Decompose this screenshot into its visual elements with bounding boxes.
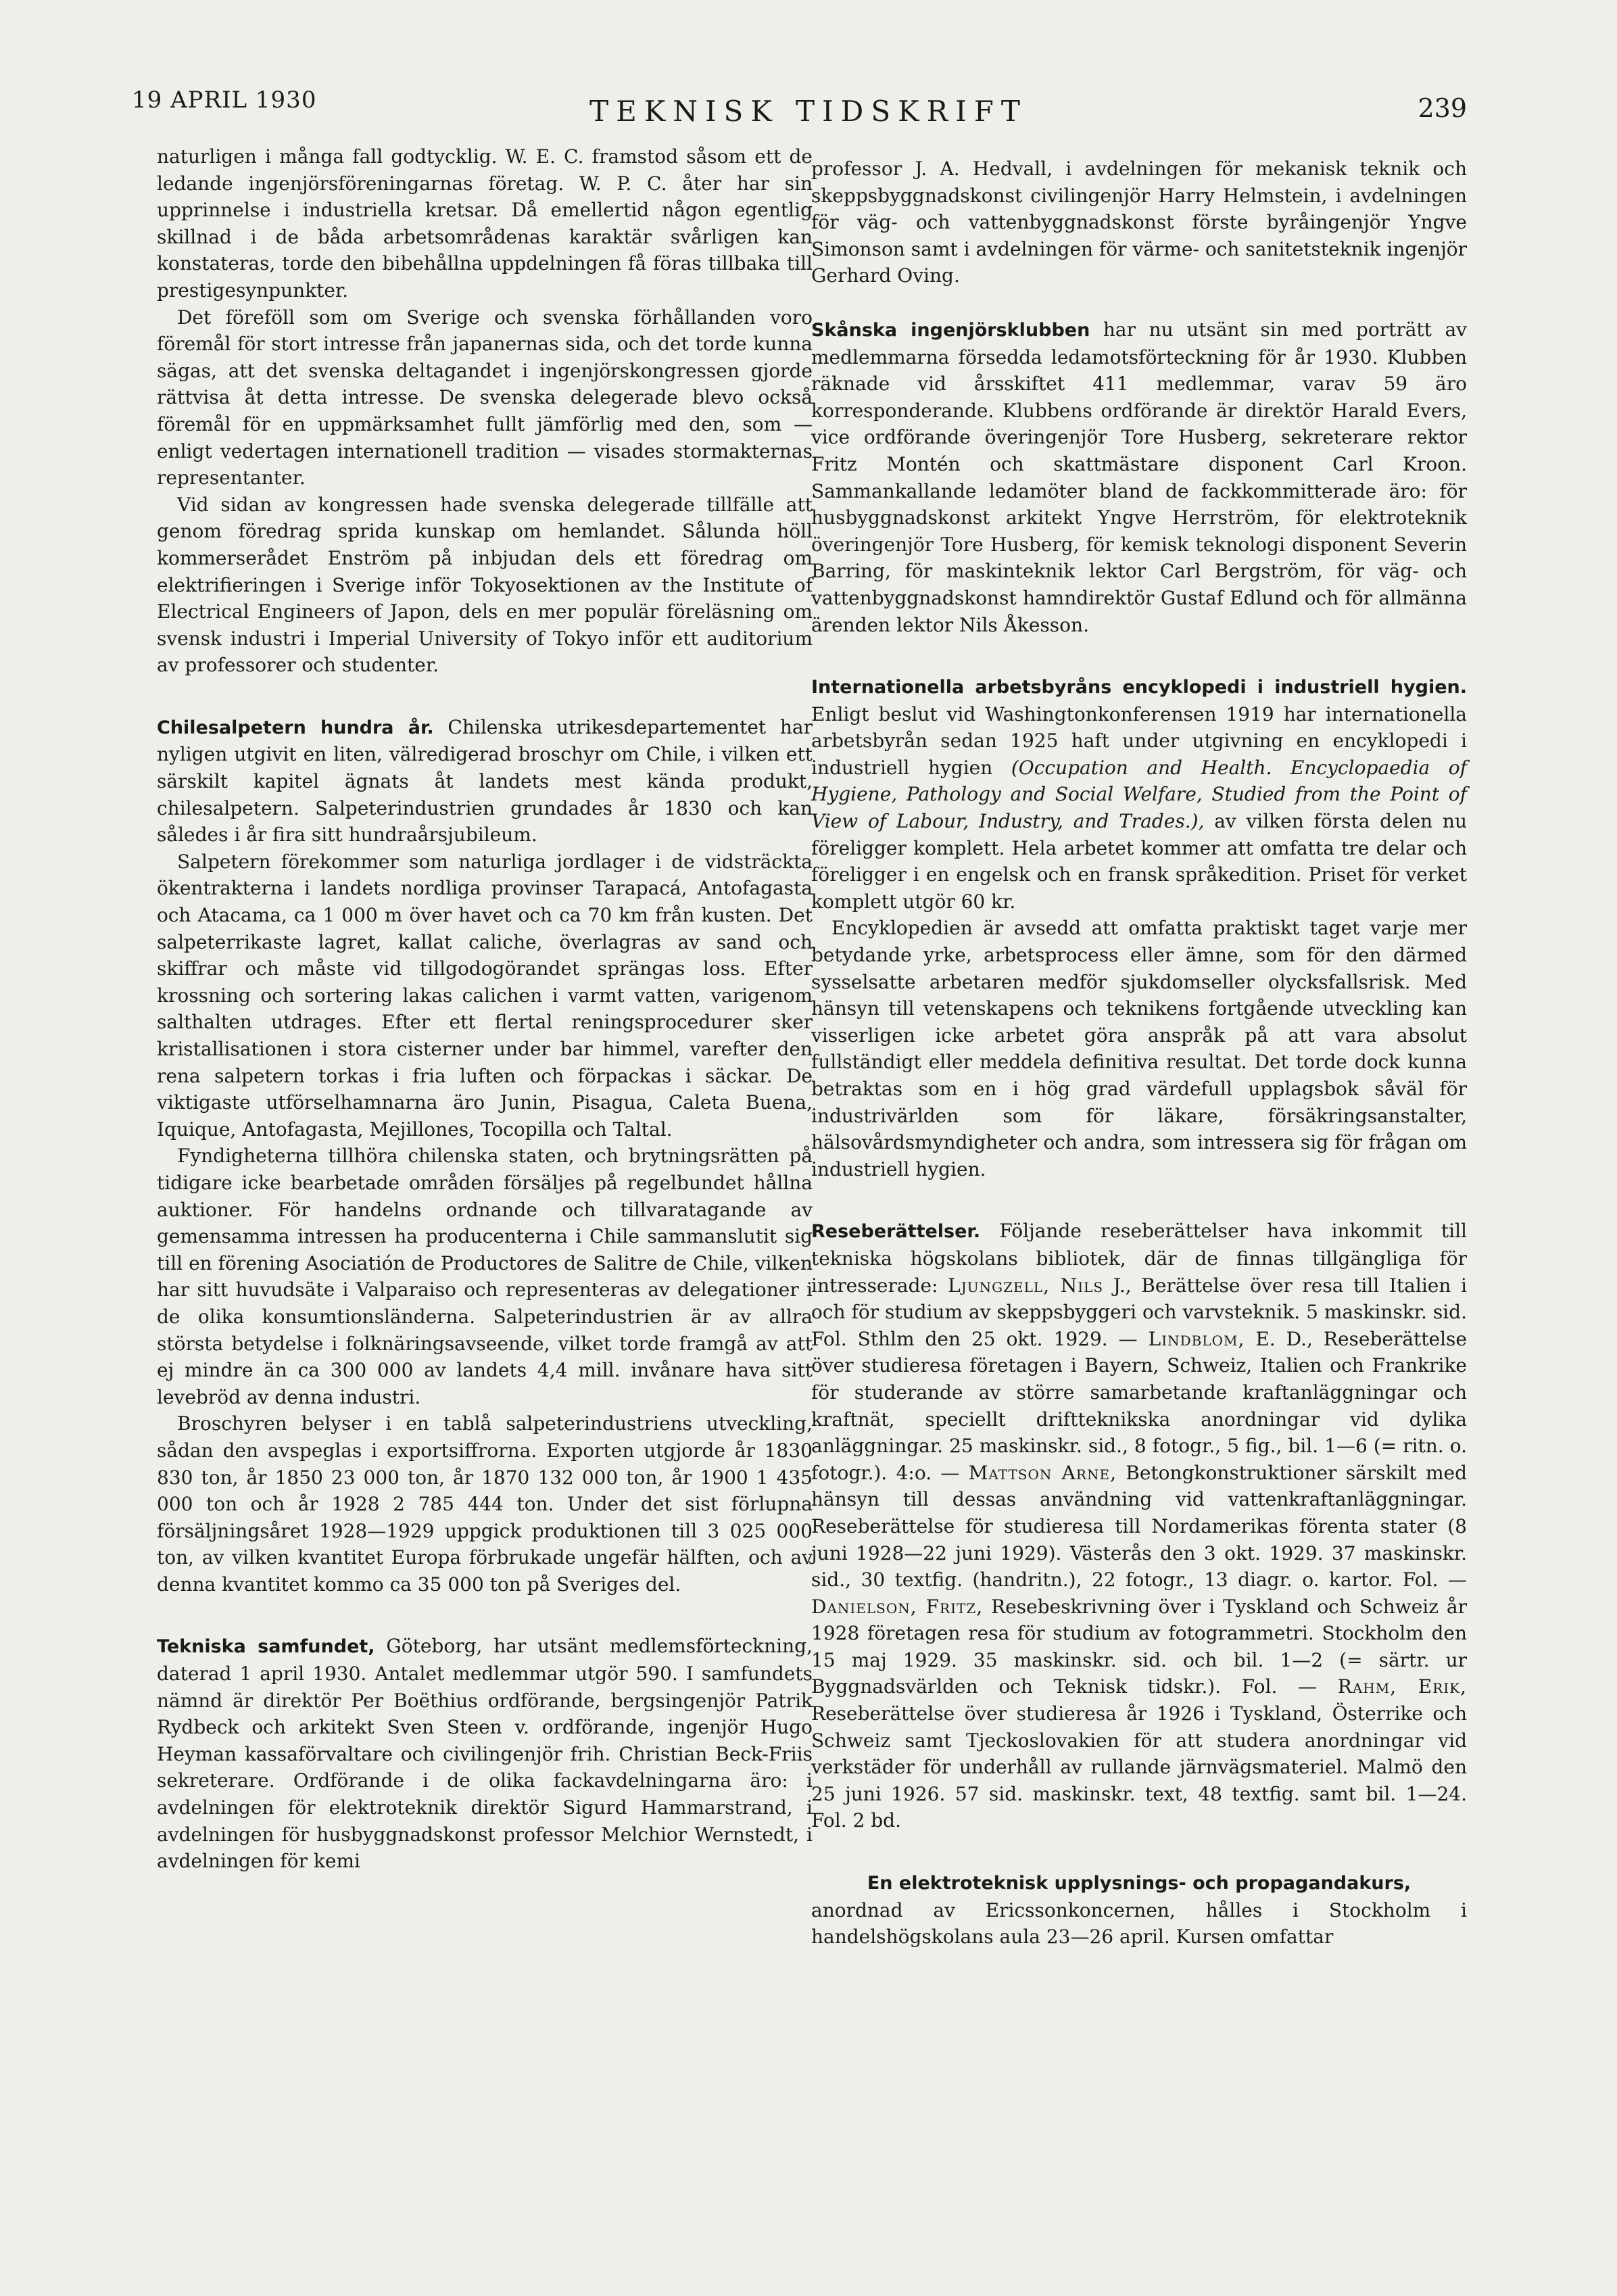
article-text: Reseberättelse över studieresa år 1926 i Tyskland, Österrike och Schweiz samt Tjeckoslovakien för att studera anordningar vid verkstäder för underhåll av rullande järnvägsmateriel. Malmö den 25 juni 1926. 57 sid. maskinskr. text, 48 textfig. samt bil. 1—24. Fol. 2 bd. [811, 1702, 1467, 1832]
article-heading: Skånska ingenjörsklubben [811, 319, 1090, 341]
issue-date: 19 APRIL 1930 [132, 87, 317, 114]
paragraph: Broschyren belyser i en tablå salpeterindustriens utveckling, sådan den avspeglas i exportsiffrorna. Exporten utgjorde år 1830 830 ton, år 1850 23 000 ton, år 1870 132 000 ton, år 1900 1 435 000 ton och år 1928 2 785 444 ton. Under det sist förlupna försäljningsåret 1928—1929 uppgick produktionen till 3 025 000 ton, av vilken kvantitet Europa förbrukade ungefär hälften, och av denna kvantitet kommo ca 35 000 ton på Sveriges del. [157, 1412, 813, 1596]
author-name: Danielson, Fritz, [811, 1595, 984, 1618]
article-text: J., Berättelse över resa till Italien i och för studium av skeppsbyggeri och varvsteknik. 5 maskinskr. sid. Fol. Sthlm den 25 okt. 1929. — [811, 1274, 1467, 1350]
paragraph: Det föreföll som om Sverige och svenska förhållanden voro föremål för stort intresse från japanernas sida, och det torde kunna sägas, att det svenska deltagandet i ingenjörskongressen gjorde rättvisa åt detta intresse. De svenska delegerade blevo också föremål för en uppmärksamhet fullt jämförlig med den, som — enligt vedertagen internationell tradition — visades stormakternas representanter. [157, 306, 813, 489]
article-text: Följande reseberättelser hava inkommit till tekniska högskolans bibliotek, där de finnas tillgängliga för intresserade: [811, 1220, 1467, 1297]
paragraph: anordnad av Ericssonkoncernen, hålles i Stockholm i handelshögskolans aula 23—26 april. Kursen omfattar [811, 1898, 1467, 1948]
article-text: Enligt beslut vid Washingtonkonferensen 1919 har internationella arbetsbyrån sedan 1925 haft under utgivning en encyklopedi i industriell hygien [811, 702, 1467, 779]
article-heading: Chilesalpetern hundra år. [157, 717, 434, 738]
encyclopedia-title: (Occupation and Health. Encyclopaedia of Hygiene, Pathology and Social Welfare, Studied from the Point of View of Labour, Industry, and Trades.), [811, 756, 1467, 833]
article-text: av vilken första delen nu föreligger komplett. Hela arbetet kommer att omfatta tre delar och föreligger i en engelsk och en fransk språkedition. Priset för verket komplett utgör 60 kr. [811, 810, 1467, 913]
article-heading: En elektroteknisk upplysnings- och propagandakurs, [867, 1873, 1411, 1894]
journal-title: TEKNISK TIDSKRIFT [589, 95, 1028, 128]
article-reseberattelser [811, 1218, 1467, 1834]
article-chilesalpetern [157, 714, 813, 848]
right-column [811, 156, 1467, 1951]
author-name: Rahm, Erik, [1337, 1675, 1468, 1698]
paragraph: Fyndigheterna tillhöra chilenska staten, och brytningsrätten på tidigare icke bearbetade områden försäljes på regelbundet hållna auktioner. För handelns ordnande och tillvaratagande av gemensamma intressen ha producenterna i Chile sammanslutit sig till en förening Asociatión de Productores de Salitre de Chile, vilken har sitt huvudsäte i Valparaiso och representeras av delegationer i de olika konsumtionsländerna. Salpeterindustrien är av allra största betydelse i folknäringsavseende, vilket torde framgå av att ej mindre än ca 300 000 av landets 4,4 mill. invånare hava sitt levebröd av denna industri. [157, 1145, 813, 1408]
article-internationella-arbetsbyran [811, 673, 1467, 915]
author-name: Ljungzell, Nils [948, 1274, 1104, 1297]
article-heading: Tekniska samfundet, [157, 1636, 375, 1658]
article-text: Betongkonstruktioner särskilt med hänsyn till dessas användning vid vattenkraftanläggningar. Reseberättelse för studieresa till Nordamerikas förenta stater (8 juni 1928—22 juni 1929). Västerås den 3 okt. 1929. 37 maskinskr. sid., 30 textfig. (handritn.), 22 fotogr., 13 diagr. o. kartor. Fol. — [811, 1461, 1468, 1592]
article-skanska-ingenjorsklubben [811, 316, 1467, 638]
paragraph: naturligen i många fall godtycklig. W. E. C. framstod såsom ett de ledande ingenjörsföreningarnas företag. W. P. C. åter har sin upprinnelse i industriella kretsar. Då emellertid någon egentlig skillnad i de båda arbetsområdenas karaktär svårligen kan konstateras, torde den bibehållna uppdelningen få föras tillbaka till prestigesynpunkter. [157, 145, 813, 302]
article-text: Chilenska utrikesdepartementet har nyligen utgivit en liten, välredigerad broschyr om Chile, i vilken ett särskilt kapitel ägnats åt landets mest kända produkt, chilesalpetern. Salpeterindustrien grundades år 1830 och kan således i år fira sitt hundraårsjubileum. [157, 715, 813, 846]
article-tekniska-samfundet [157, 1633, 813, 1874]
article-text: Göteborg, har utsänt medlemsförteckning, daterad 1 april 1930. Antalet medlemmar utgör 590. I samfundets nämnd är direktör Per Boëthius ordförande, bergsingenjör Patrik Rydbeck och arkitekt Sven Steen v. ordförande, ingenjör Hugo Heyman kassaförvaltare och civilingenjör frih. Christian Beck-Friis sekreterare. Ordförande i de olika fackavdelningarna äro: i avdelningen för elektroteknik direktör Sigurd Hammarstrand, i avdelningen för husbyggnadskonst professor Melchior Wernstedt, i avdelningen för kemi [157, 1635, 813, 1873]
paragraph: Encyklopedien är avsedd att omfatta praktiskt taget varje mer betydande yrke, arbetsprocess eller ämne, som för den därmed sysselsatte arbetaren medför sjukdomseller olycksfallsrisk. Med hänsyn till vetenskapens och teknikens fortgående utveckling kan visserligen icke arbetet göra anspråk på att vara absolut fullständigt eller meddela definitiva resultat. Det torde dock kunna betraktas som en i hög grad värdefull upplagsbok såväl för industrivärlden som för läkare, försäkringsanstalter, hälsovårdsmyndigheter och andra, som intressera sig för frågan om industriell hygien. [811, 917, 1467, 1180]
paragraph: professor J. A. Hedvall, i avdelningen för mekanisk teknik och skeppsbyggnadskonst civilingenjör Harry Helmstein, i avdelningen för väg- och vattenbyggnadskonst förste byråingenjör Yngve Simonson samt i avdelningen för värme- och sanitetsteknik ingenjör Gerhard Oving. [811, 158, 1467, 287]
article-heading: Internationella arbetsbyråns encyklopedi i industriell hygien. [811, 677, 1467, 698]
author-name: Mattson Arne, [968, 1461, 1117, 1484]
article-heading-elektroteknisk [811, 1869, 1467, 1897]
running-header [0, 87, 1617, 134]
article-text: E. D., Reseberättelse över studieresa företagen i Bayern, Schweiz, Italien och Frankrike för studerande av större samarbetande kraftanläggningar och kraftnät, speciellt driftteknikska anordningar vid dylika anläggningar. 25 maskinskr. sid., 8 fotogr., 5 fig., bil. 1—6 (= ritn. o. fotogr.). 4:o. — [811, 1327, 1468, 1484]
article-heading: Reseberättelser. [811, 1221, 981, 1243]
paragraph: Salpetern förekommer som naturliga jordlager i de vidsträckta ökentrakterna i landets nordliga provinser Tarapacá, Antofagasta och Atacama, ca 1 000 m över havet och ca 70 km från kusten. Det salpeterrikaste lagret, kallat caliche, överlagras av sand och skiffrar och måste vid tillgodogörandet sprängas loss. Efter krossning och sortering lakas calichen i varmt vatten, varigenom salthalten utdrages. Efter ett flertal reningsprocedurer sker kristallisationen i stora cisterner under bar himmel, varefter den rena salpetern torkas i fria luften och förpackas i säckar. De viktigaste utförselhamnarna äro Junin, Pisagua, Caleta Buena, Iquique, Antofagasta, Mejillones, Tocopilla och Taltal. [157, 850, 813, 1141]
article-text: Resebeskrivning över i Tyskland och Schweiz år 1928 företagen resa för studium av fotogrammetri. Stockholm den 15 maj 1929. 35 maskinskr. sid. och bil. 1—2 (= särtr. ur Byggnadsvärlden och Teknisk tidskr.). Fol. — [811, 1595, 1467, 1698]
article-text: har nu utsänt sin med porträtt av medlemmarna försedda ledamotsförteckning för år 1930. Klubben räknade vid årsskiftet 411 medlemmar, varav 59 äro korresponderande. Klubbens ordförande är direktör Harald Evers, vice ordförande överingenjör Tore Husberg, sekreterare rektor Fritz Montén och skattmästare disponent Carl Kroon. Sammankallande ledamöter bland de fackkommitterade äro: för husbyggnadskonst arkitekt Yngve Herrström, för elektroteknik överingenjör Tore Husberg, för kemisk teknologi disponent Severin Barring, för maskinteknik lektor Carl Bergström, för väg- och vattenbyggnadskonst hamndirektör Gustaf Edlund och för allmänna ärenden lektor Nils Åkesson. [811, 318, 1468, 636]
author-name: Lindblom, [1148, 1327, 1245, 1350]
page-number: 239 [1418, 93, 1467, 123]
left-column [157, 143, 813, 1875]
paragraph: Vid sidan av kongressen hade svenska delegerade tillfälle att genom föredrag sprida kunskap om hemlandet. Sålunda höll kommerserådet Enström på inbjudan dels ett föredrag om elektrifieringen i Sverige inför Tokyosektionen av the Institute of Electrical Engineers of Japon, dels en mer populär föreläsning om svensk industri i Imperial University of Tokyo inför ett auditorium av professorer och studenter. [157, 493, 813, 677]
